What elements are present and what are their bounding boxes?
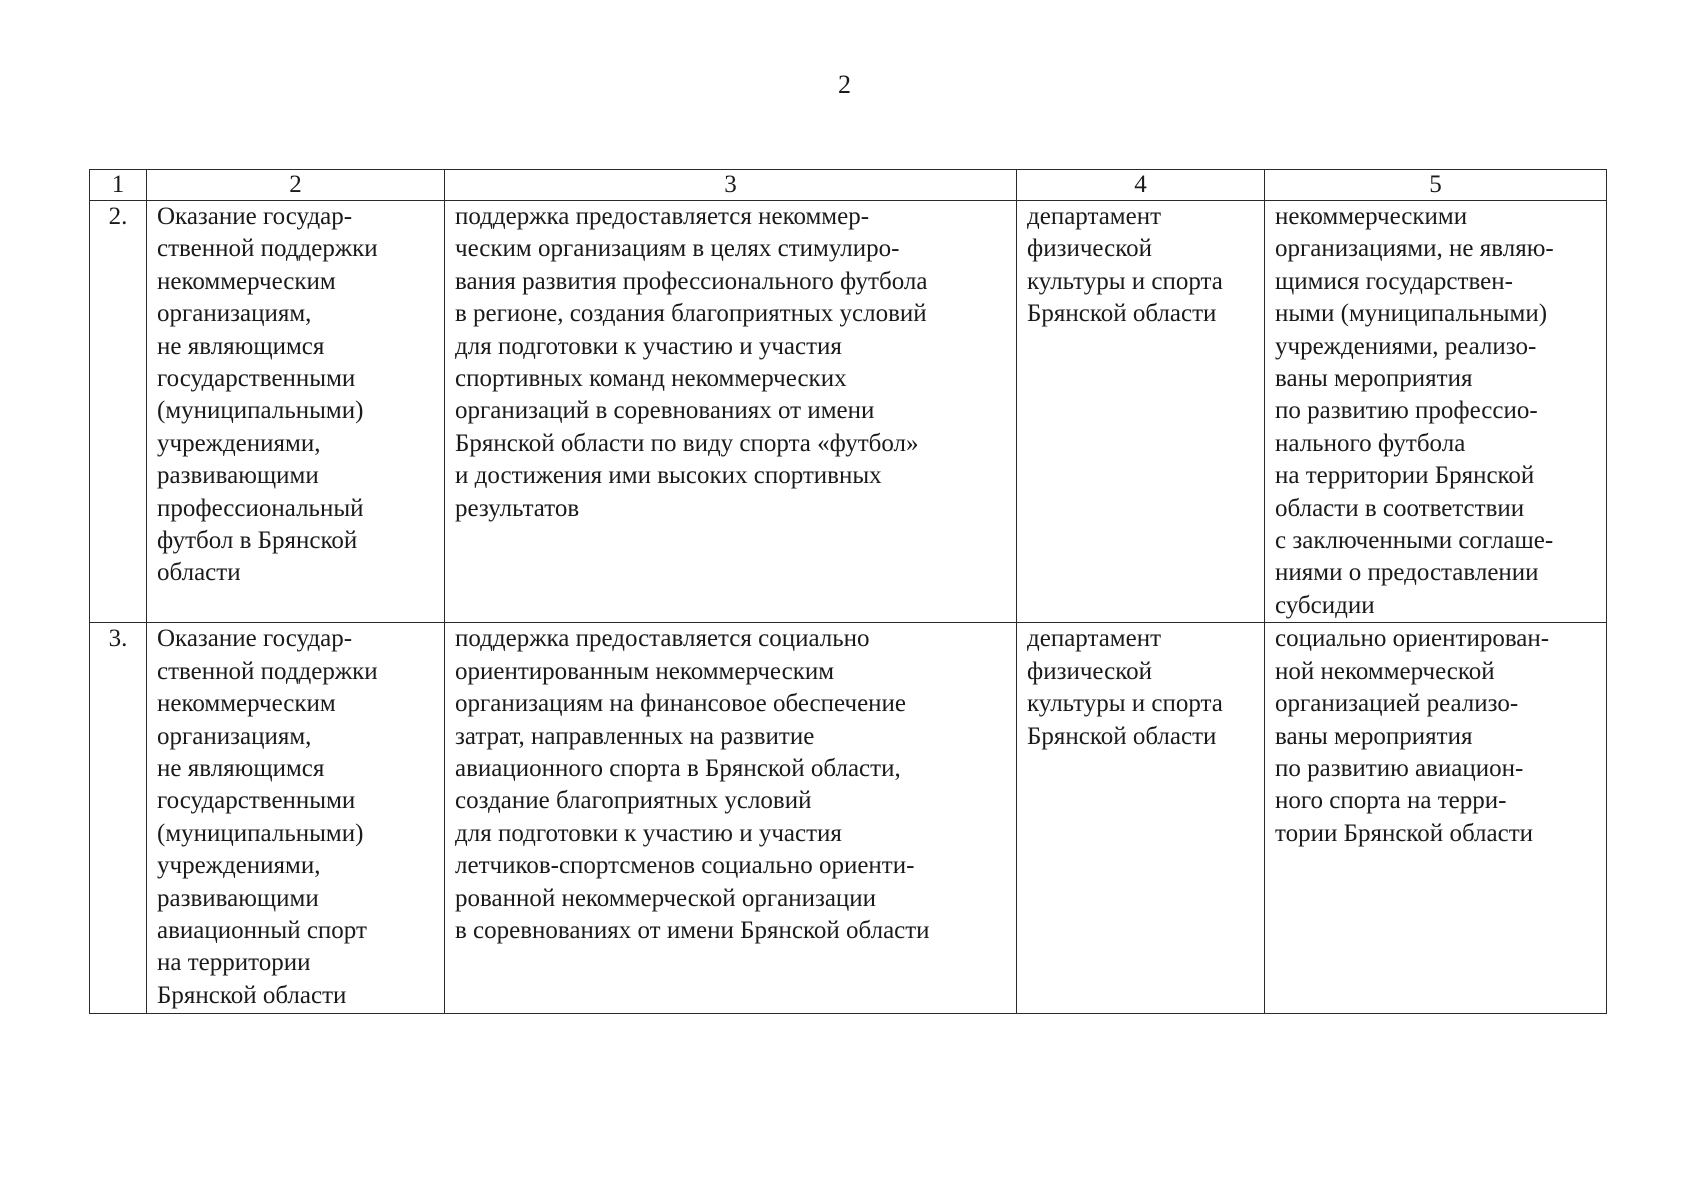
text-line: по развитию авиацион- <box>1275 754 1524 782</box>
text-line: Брянской области <box>1027 300 1217 328</box>
text-line: Брянской области <box>1027 722 1217 750</box>
text-line: организациям, <box>157 300 312 328</box>
text-line: Оказание государ- <box>157 625 353 653</box>
text-line: для подготовки к участию и участия <box>455 332 842 360</box>
column-number: 1 <box>90 170 147 201</box>
column-number-row <box>90 170 1607 201</box>
text-line: субсидии <box>1275 591 1375 619</box>
document-table <box>89 169 1607 1014</box>
column-number: 2 <box>147 170 445 201</box>
text-line: ного спорта на терри- <box>1275 787 1507 815</box>
text-line: некоммерческим <box>157 267 336 295</box>
text-line: Брянской области <box>157 981 347 1009</box>
text-line: организациями, не являю- <box>1275 235 1554 263</box>
measure-name-cell <box>147 201 445 623</box>
text-line: ниями о предоставлении <box>1275 559 1539 587</box>
text-line: учреждениями, реализо- <box>1275 332 1537 360</box>
text-line: департамент <box>1027 625 1162 653</box>
row-number: 2. <box>108 203 128 230</box>
text-line: организаций в соревнованиях от имени <box>455 397 875 425</box>
text-line: тории Брянской области <box>1275 819 1534 847</box>
text-line: области в соответствии <box>1275 494 1525 522</box>
text-line: поддержка предоставляется некоммер- <box>455 203 870 230</box>
text-line: футбол в Брянской <box>157 527 358 555</box>
table-row <box>90 201 1607 623</box>
column-number: 3 <box>445 170 1017 201</box>
text-line: культуры и спорта <box>1027 690 1223 718</box>
text-line: щимися государствен- <box>1275 267 1513 295</box>
text-line: авиационный спорт <box>157 916 367 944</box>
measure-name-cell <box>147 623 445 1014</box>
text-line: для подготовки к участию и участия <box>455 819 842 847</box>
text-line: авиационного спорта в Брянской области, <box>455 754 901 782</box>
responsible-cell <box>1017 201 1265 623</box>
text-line: некоммерческим <box>157 690 336 718</box>
text-line: летчиков-спортсменов социально ориенти- <box>455 852 915 880</box>
text-line: ными (муниципальными) <box>1275 300 1548 328</box>
text-line: спортивных команд некоммерческих <box>455 365 847 393</box>
text-line: ваны мероприятия <box>1275 365 1473 393</box>
text-line: социально ориентирован- <box>1275 625 1550 653</box>
text-line: в регионе, создания благоприятных условий <box>455 300 927 328</box>
text-line: развивающими <box>157 884 319 912</box>
text-line: на территории <box>157 949 311 977</box>
text-line: по развитию профессио- <box>1275 397 1538 425</box>
text-line: государственными <box>157 365 356 393</box>
text-line: организациям на финансовое обеспечение <box>455 690 907 718</box>
text-line: в соревнованиях от имени Брянской области <box>455 916 930 944</box>
text-line: области <box>157 559 241 587</box>
text-line: ориентированным некоммерческим <box>455 657 835 685</box>
text-line: ственной поддержки <box>157 657 378 685</box>
text-line: учреждениями, <box>157 852 321 880</box>
text-line: не являющимся <box>157 754 325 782</box>
text-line: вания развития профессионального футбола <box>455 267 928 295</box>
row-number-cell <box>90 201 147 623</box>
text-line: ческим организациям в целях стимулиро- <box>455 235 900 263</box>
responsible-cell <box>1017 623 1265 1014</box>
text-line: на территории Брянской <box>1275 462 1535 490</box>
page-number: 2 <box>838 70 851 99</box>
text-line: (муниципальными) <box>157 397 364 425</box>
text-line: государственными <box>157 787 356 815</box>
text-line: Брянской области по виду спорта «футбол» <box>455 429 919 457</box>
description-cell <box>445 201 1017 623</box>
column-number: 5 <box>1265 170 1607 201</box>
text-line: и достижения ими высоких спортивных <box>455 462 882 490</box>
text-line: некоммерческими <box>1275 203 1468 230</box>
text-line: развивающими <box>157 462 319 490</box>
text-line: учреждениями, <box>157 429 321 457</box>
row-number: 3. <box>108 625 128 653</box>
text-line: затрат, направленных на развитие <box>455 722 815 750</box>
text-line: ваны мероприятия <box>1275 722 1473 750</box>
text-line: Оказание государ- <box>157 203 353 230</box>
description-cell <box>445 623 1017 1014</box>
column-number: 4 <box>1017 170 1265 201</box>
text-line: поддержка предоставляется социально <box>455 625 870 653</box>
text-line: с заключенными соглаше- <box>1275 527 1554 555</box>
text-line: не являющимся <box>157 332 325 360</box>
text-line: создание благоприятных условий <box>455 787 812 815</box>
text-line: физической <box>1027 657 1152 685</box>
text-line: культуры и спорта <box>1027 267 1223 295</box>
result-cell <box>1265 201 1607 623</box>
text-line: результатов <box>455 494 580 522</box>
text-line: физической <box>1027 235 1152 263</box>
text-line: рованной некоммерческой организации <box>455 884 877 912</box>
text-line: организацией реализо- <box>1275 690 1519 718</box>
text-line: ственной поддержки <box>157 235 378 263</box>
text-line: ной некоммерческой <box>1275 657 1495 685</box>
table-row <box>90 623 1607 1014</box>
text-line: (муниципальными) <box>157 819 364 847</box>
text-line: профессиональный <box>157 494 364 522</box>
row-number-cell <box>90 623 147 1014</box>
text-line: нального футбола <box>1275 429 1466 457</box>
text-line: департамент <box>1027 203 1162 230</box>
text-line: организациям, <box>157 722 312 750</box>
result-cell <box>1265 623 1607 1014</box>
